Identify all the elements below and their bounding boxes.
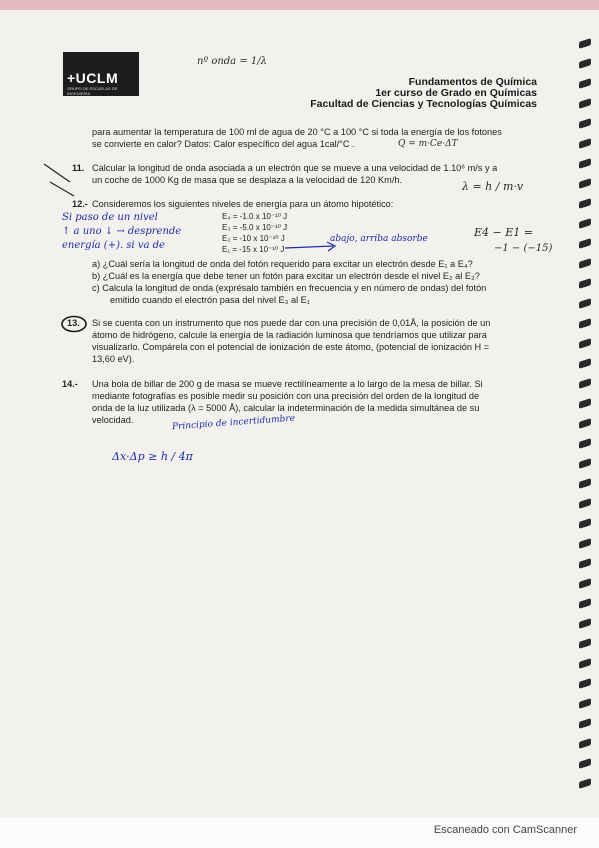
- binding-ring: [579, 238, 591, 249]
- binding-ring: [579, 758, 591, 769]
- page-header: [310, 77, 537, 110]
- handwritten-formula: Δx·Δp ≥ h / 4π: [112, 450, 193, 463]
- energy-level: E₃ = -5.0 x 10⁻¹⁰ J: [222, 223, 288, 232]
- q14-line1: Una bola de billar de 200 g de masa se mueve rectilíneamente a lo largo de la mesa de billar. Si: [92, 379, 483, 389]
- header-faculty: Facultad de Ciencias y Tecnologías Químicas: [310, 98, 537, 110]
- header-grade: 1er curso de Grado en Químicas: [375, 87, 537, 99]
- handwritten-note: Principio de incertidumbre: [171, 413, 296, 433]
- handwritten-note: nº onda = 1/λ: [197, 56, 267, 67]
- energy-level: E₂ = -10 x 10⁻¹⁰ J: [222, 234, 285, 243]
- binding-ring: [579, 598, 591, 609]
- binding-ring: [579, 618, 591, 629]
- binding-ring: [579, 658, 591, 669]
- q13-line2: átomo de hidrógeno, calcule la energía de la radiación luminosa que tendríamos que utilizar para: [92, 330, 487, 340]
- q13-line3: visualizarlo. Compárela con el potencial de ionización de este átomo, (potencial de ionización H =: [92, 342, 490, 352]
- binding-ring: [579, 678, 591, 689]
- binding-ring: [579, 118, 591, 129]
- binding-ring: [579, 638, 591, 649]
- binding-ring: [579, 58, 591, 69]
- q11-line1: Calcular la longitud de onda asociada a un electrón que se mueve a una velocidad de 1.10⁶ m/s y a: [92, 163, 498, 173]
- logo-text: +UCLM: [67, 70, 119, 86]
- q14-line2: mediante fotografías es posible medir su posición con una precisión del orden de la longitud de: [92, 391, 480, 401]
- binding-ring: [579, 78, 591, 89]
- binding-ring: [579, 578, 591, 589]
- binding-ring: [579, 718, 591, 729]
- arrow-icon: [283, 240, 343, 254]
- binding-ring: [579, 558, 591, 569]
- binding-ring: [579, 738, 591, 749]
- q12-a: a) ¿Cuál sería la longitud de onda del fotón requerido para excitar un electrón desde E₁ a E₄?: [92, 259, 473, 269]
- q14-line4: velocidad.: [92, 415, 134, 425]
- binding-ring: [579, 478, 591, 489]
- q14-number: 14.-: [62, 379, 78, 389]
- binding-ring: [579, 158, 591, 169]
- handwritten-note: ↑ a uno ↓ → desprende: [62, 226, 182, 237]
- binding-ring: [579, 418, 591, 429]
- header-course: Fundamentos de Química: [408, 76, 537, 88]
- q13-number: 13.: [67, 318, 80, 328]
- binding-ring: [579, 258, 591, 269]
- binding-ring: [579, 298, 591, 309]
- q12-intro: Consideremos los siguientes niveles de energía para un átomo hipotético:: [92, 199, 394, 209]
- energy-level: E₁ = -15 x 10⁻¹⁰ J: [222, 245, 285, 254]
- q10-line2: se convierte en calor? Datos: Calor específico del agua 1cal/°C .: [92, 139, 355, 149]
- q12-number: 12.-: [72, 199, 88, 209]
- handwritten-calc: −1 − (−15): [494, 243, 553, 254]
- handwritten-note: energía (+). si va de: [62, 240, 165, 251]
- q11-number: 11.: [72, 163, 85, 173]
- pen-stroke: [40, 160, 80, 200]
- binding-ring: [579, 458, 591, 469]
- binding-ring: [579, 518, 591, 529]
- binding-ring: [579, 778, 591, 789]
- binding-ring: [579, 338, 591, 349]
- binding-ring: [579, 378, 591, 389]
- binding-ring: [579, 178, 591, 189]
- handwritten-note: Q = m·Ce·ΔT: [398, 139, 458, 149]
- top-color-band: [0, 0, 599, 10]
- binding-ring: [579, 218, 591, 229]
- handwritten-calc: E4 − E1 =: [474, 226, 533, 239]
- handwritten-note: Si paso de un nivel: [62, 212, 158, 223]
- binding-ring: [579, 358, 591, 369]
- q10-line1: para aumentar la temperatura de 100 ml de agua de 20 °C a 100 °C si toda la energía de los fotones: [92, 127, 502, 137]
- scanner-footer: [0, 818, 599, 848]
- binding-ring: [579, 198, 591, 209]
- binding-ring: [579, 398, 591, 409]
- q13-line1: Si se cuenta con un instrumento que nos puede dar con una precisión de 0,01Å, la posición de un: [92, 318, 491, 328]
- uclm-logo: [63, 52, 139, 96]
- binding-ring: [579, 498, 591, 509]
- binding-ring: [579, 98, 591, 109]
- q12-c-line2: emitido cuando el electrón pasa del nivel E₃ al E₁: [110, 295, 310, 305]
- energy-level: E₄ = -1.0 x 10⁻¹⁰ J: [222, 212, 288, 221]
- q12-b: b) ¿Cuál es la energía que debe tener un fotón para excitar un electrón desde el nivel E₂ al E₃?: [92, 271, 480, 281]
- scanner-watermark: Escaneado con CamScanner: [433, 824, 577, 836]
- binding-ring: [579, 318, 591, 329]
- binding-ring: [579, 538, 591, 549]
- q12-c-line1: c) Calcula la longitud de onda (exprésalo también en frecuencia y en número de ondas) del fotón: [92, 283, 487, 293]
- spiral-binding: [579, 40, 593, 800]
- q11-line2: un coche de 1000 Kg de masa que se desplaza a la velocidad de 120 Km/h.: [92, 175, 403, 185]
- binding-ring: [579, 698, 591, 709]
- binding-ring: [579, 38, 591, 49]
- binding-ring: [579, 278, 591, 289]
- handwritten-formula: λ = h / m·v: [462, 180, 524, 193]
- handwritten-note: abajo, arriba absorbe: [330, 234, 428, 244]
- q13-line4: 13,60 eV).: [92, 354, 135, 364]
- binding-ring: [579, 138, 591, 149]
- q14-line3: onda de la luz utilizada (λ = 5000 Å), calcular la indeterminación de la medida simultánea de su: [92, 403, 480, 413]
- logo-subtitle: GRUPO DE ESCUELAS DE INGENIERIA: [67, 86, 118, 96]
- binding-ring: [579, 438, 591, 449]
